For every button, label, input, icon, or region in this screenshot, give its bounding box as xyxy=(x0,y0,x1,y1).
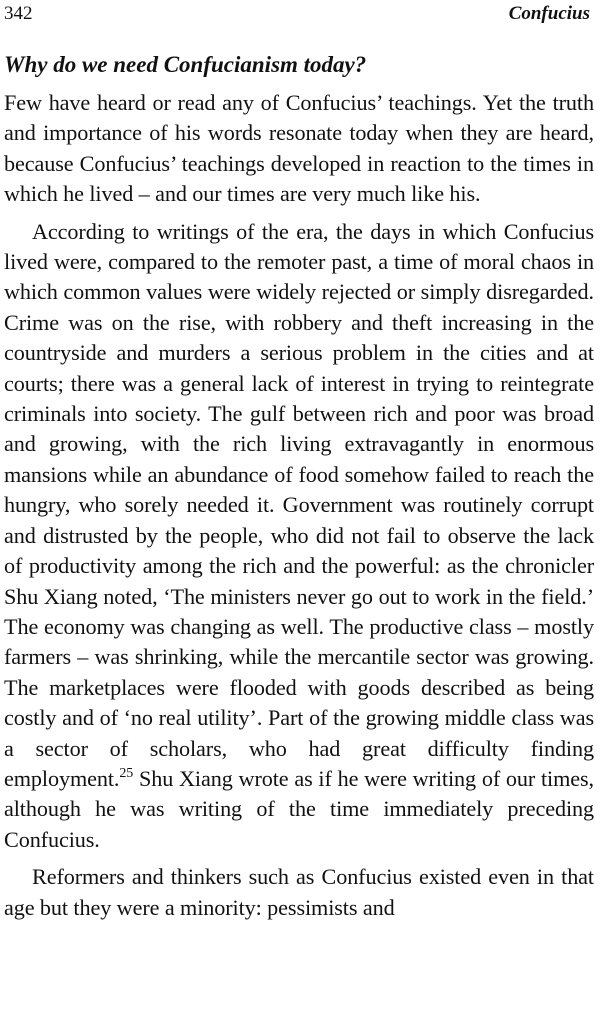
paragraph-2-text-after-footnote: Shu Xiang wrote as if he were writing of our times, although he was writing of the time immediately preceding Confucius. xyxy=(4,765,594,852)
running-title: Confucius xyxy=(508,3,590,24)
running-header xyxy=(4,2,590,26)
paragraph-3: Reformers and thinkers such as Confucius existed even in that age but they were a minority: pessimists and xyxy=(4,864,594,920)
paragraph-1: Few have heard or read any of Confucius’ teachings. Yet the truth and importance of his words resonate today when they are heard, because Confucius’ teachings developed in reaction to the times in which he lived – and our times are very much like his. xyxy=(4,90,594,207)
page-number: 342 xyxy=(4,3,33,24)
paragraph-2 xyxy=(4,217,594,856)
body-text xyxy=(4,88,594,923)
paragraph-2-text-before-footnote: According to writings of the era, the days in which Confucius lived were, compared to the remoter past, a time of moral chaos in which common values were widely rejected or simply disregarded. Crime was on the rise, with robbery and theft increasing in the countryside and murders a serious problem in the cities and at courts; there was a general lack of interest in trying to reintegrate criminals into society. The gulf between rich and poor was broad and growing, with the rich living extravagantly in enormous mansions while an abundance of food somehow failed to reach the hungry, who sorely needed it. Government was routinely corrupt and distrusted by the people, who did not fail to observe the lack of productivity among the rich and the powerful: as the chronicler Shu Xiang noted, ‘The ministers never go out to work in the field.’ The economy was changing as well. The productive class – mostly farmers – was shrinking, while the mercantile sector was growing. The marketplaces were flooded with goods described as being costly and of ‘no real utility’. Part of the growing middle class was a sector of scholars, who had great difficulty finding employment. xyxy=(4,218,594,791)
section-heading: Why do we need Confucianism today? xyxy=(4,52,367,77)
footnote-reference: 25 xyxy=(119,765,134,781)
